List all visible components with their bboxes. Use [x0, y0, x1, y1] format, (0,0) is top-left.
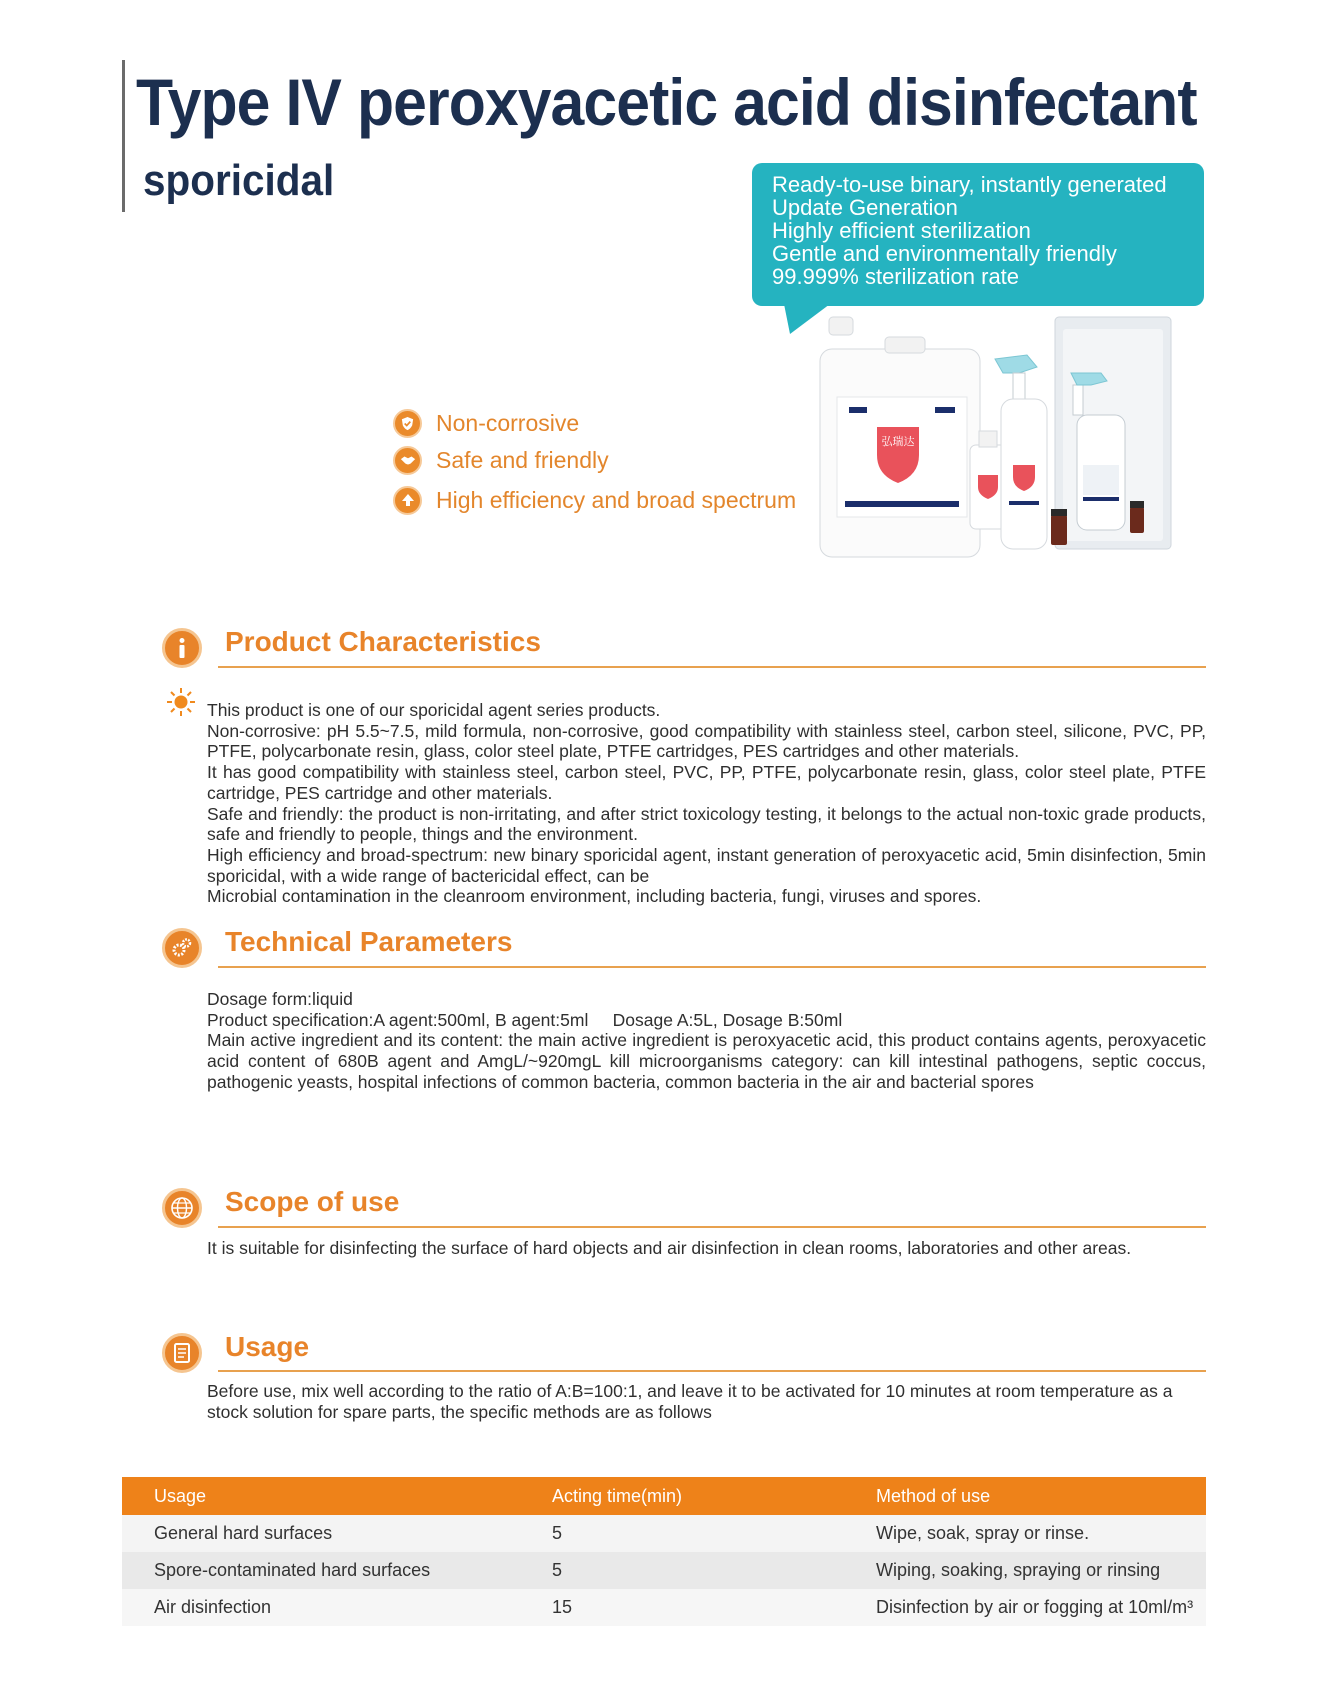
- table-row: [122, 1515, 1206, 1552]
- technical-body: [207, 989, 1206, 1093]
- document-icon: [162, 1333, 202, 1373]
- up-arrow-icon: [393, 486, 422, 515]
- feature-label: Safe and friendly: [436, 446, 609, 473]
- table-cell: Air disinfection: [122, 1589, 520, 1626]
- usage-paragraph: Before use, mix well according to the ratio of A:B=100:1, and leave it to be activated for 10 minutes at room temperature as a stock solution for spare parts, the specific methods are as follows: [207, 1381, 1173, 1422]
- section-title-characteristics: Product Characteristics: [225, 626, 541, 657]
- table-row: [122, 1552, 1206, 1589]
- characteristics-paragraph: Microbial contamination in the cleanroom environment, including bacteria, fungi, viruses and spores.: [207, 886, 982, 907]
- usage-body: [207, 1381, 1206, 1422]
- section-divider: [218, 1370, 1206, 1372]
- technical-paragraph: Dosage form:liquid: [207, 989, 353, 1009]
- title-accent-bar: [122, 60, 125, 212]
- scope-body: [207, 1238, 1206, 1259]
- scope-paragraph: It is suitable for disinfecting the surface of hard objects and air disinfection in clean rooms, laboratories and other areas.: [207, 1238, 1132, 1258]
- feature-label: Non-corrosive: [436, 409, 580, 436]
- table-header-row: [122, 1477, 1206, 1515]
- table-cell: Wipe, soak, spray or rinse.: [844, 1515, 1206, 1552]
- table-cell: Spore-contaminated hard surfaces: [122, 1552, 520, 1589]
- callout-line: Ready-to-use binary, instantly generated: [772, 172, 1167, 197]
- characteristics-paragraph: Safe and friendly: the product is non-irritating, and after strict toxicology testing, it belongs to the actual non-toxic grade products, safe and friendly to people, things and the environment.: [207, 803, 1206, 845]
- table-header-cell: Method of use: [844, 1477, 1206, 1515]
- table-cell: Disinfection by air or fogging at 10ml/m³: [844, 1589, 1206, 1626]
- table-cell: 15: [520, 1589, 844, 1626]
- info-icon: [162, 628, 202, 668]
- section-divider: [218, 666, 1206, 668]
- section-divider: [218, 966, 1206, 968]
- table-cell: 5: [520, 1552, 844, 1589]
- callout-line: Highly efficient sterilization: [772, 218, 1031, 243]
- feature-label: High efficiency and broad spectrum: [436, 486, 797, 513]
- shield-check-icon: [393, 409, 422, 438]
- characteristics-body: [207, 700, 1206, 907]
- callout-line: Update Generation: [772, 195, 958, 220]
- page-title: Type IV peroxyacetic acid disinfectant: [136, 65, 1197, 139]
- table-cell: Wiping, soaking, spraying or rinsing: [844, 1552, 1206, 1589]
- feature-item: [393, 483, 796, 517]
- technical-paragraph: Product specification:A agent:500ml, B agent:5ml Dosage A:5L, Dosage B:50ml: [207, 1009, 843, 1030]
- table-header-cell: Usage: [122, 1477, 520, 1515]
- feature-item: [393, 443, 609, 477]
- feature-item: [393, 406, 579, 440]
- table-cell: General hard surfaces: [122, 1515, 520, 1552]
- product-bottles-image: [815, 315, 1175, 560]
- characteristics-paragraph: High efficiency and broad-spectrum: new binary sporicidal agent, instant generation of peroxyacetic acid, 5min disinfection, 5min sporicidal, with a wide range of bactericidal effect, can be: [207, 844, 1206, 886]
- gears-icon: [162, 928, 202, 968]
- handshake-icon: [393, 446, 422, 475]
- table-cell: 5: [520, 1515, 844, 1552]
- globe-icon: [162, 1188, 202, 1228]
- section-title-usage: Usage: [225, 1331, 310, 1362]
- table-row: [122, 1589, 1206, 1626]
- characteristics-paragraph: This product is one of our sporicidal agent series products.: [207, 700, 661, 720]
- technical-paragraph: Main active ingredient and its content: the main active ingredient is peroxyacetic acid, this product contains agents, peroxyacetic acid content of 680B agent and AmgL/~920mgL kill microorganisms category: can kill intestinal pathogens, septic coccus, pathogenic yeasts, hospital infections of common bacteria, common bacteria in the air and bacterial spores: [207, 1030, 1206, 1092]
- callout-line: Gentle and environmentally friendly: [772, 241, 1117, 266]
- page-subtitle: sporicidal: [143, 156, 335, 205]
- section-divider: [218, 1226, 1206, 1228]
- characteristics-paragraph: It has good compatibility with stainless steel, carbon steel, PVC, PP, PTFE, polycarbonate resin, glass, color steel plate, PTFE cartridge, PES cartridge and other materials.: [207, 762, 1206, 803]
- usage-table: [122, 1477, 1206, 1626]
- characteristics-paragraph: Non-corrosive: pH 5.5~7.5, mild formula, non-corrosive, good compatibility with stainless steel, carbon steel, silicone, PVC, PP, PTFE, polycarbonate resin, glass, color steel plate, PTFE cartridges, PES cartridges and other materials.: [207, 720, 1206, 762]
- callout-line: 99.999% sterilization rate: [772, 264, 1020, 289]
- product-label-text: 弘瑞达: [881, 435, 915, 448]
- sun-icon: [166, 687, 196, 717]
- table-header-cell: Acting time(min): [520, 1477, 844, 1515]
- section-title-scope: Scope of use: [225, 1186, 400, 1217]
- callout-bubble: [752, 163, 1204, 306]
- section-title-technical: Technical Parameters: [225, 926, 513, 957]
